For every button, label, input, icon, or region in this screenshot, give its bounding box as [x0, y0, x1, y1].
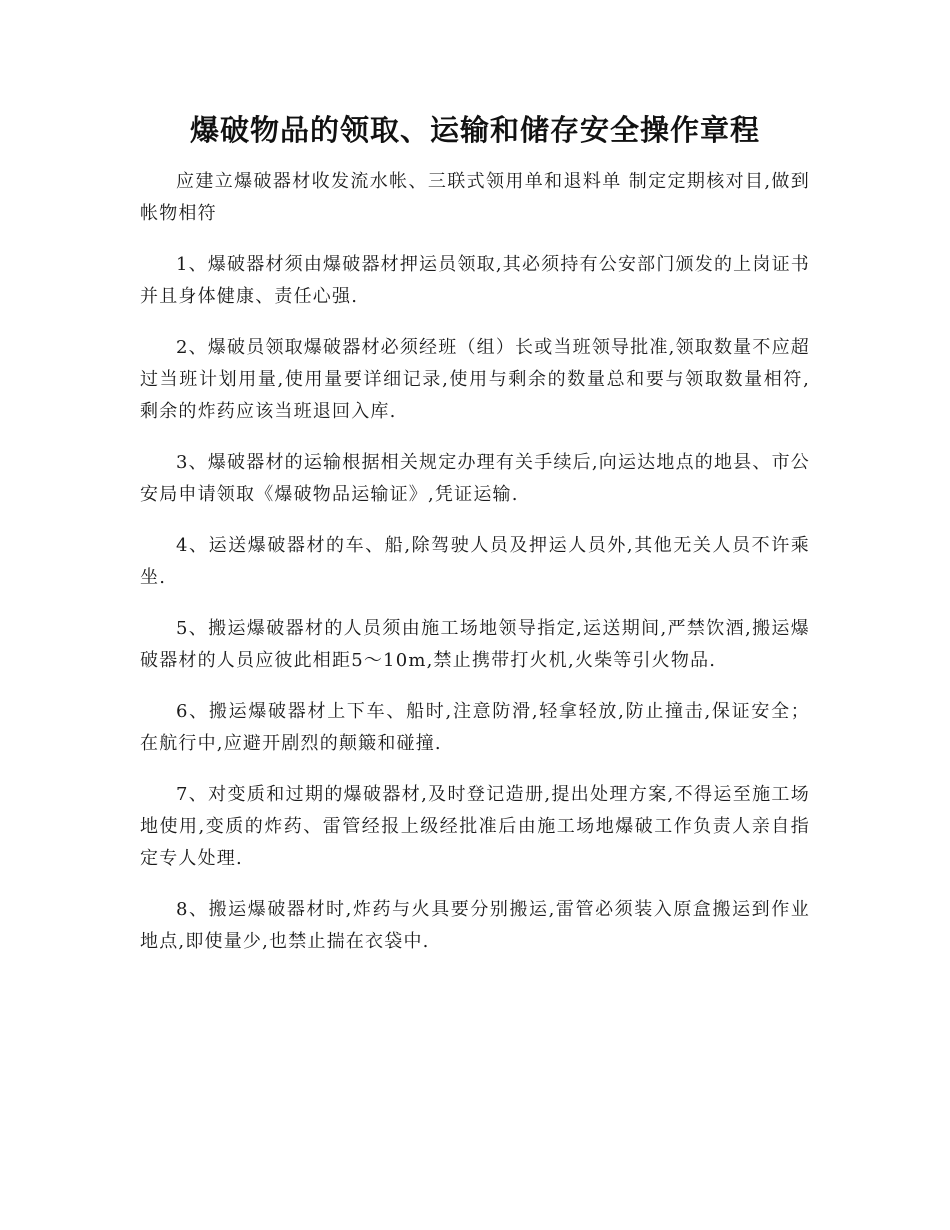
rule-paragraph-5: 5、搬运爆破器材的人员须由施工场地领导指定,运送期间,严禁饮酒,搬运爆破器材的人员应彼此相距5～10m,禁止携带打火机,火柴等引火物品. [140, 618, 810, 671]
rule-paragraph-2: 2、爆破员领取爆破器材必须经班（组）长或当班领导批准,领取数量不应超过当班计划用量,使用量要详细记录,使用与剩余的数量总和要与领取数量相符,剩余的炸药应该当班退回入库. [140, 337, 810, 422]
document-page [140, 108, 810, 977]
rule-paragraph-8: 8、搬运爆破器材时,炸药与火具要分别搬运,雷管必须装入原盒搬运到作业地点,即使量少,也禁止揣在衣袋中. [140, 899, 810, 952]
rule-paragraph-7: 7、对变质和过期的爆破器材,及时登记造册,提出处理方案,不得运至施工场地使用,变质的炸药、雷管经报上级经批准后由施工场地爆破工作负责人亲自指定专人处理. [140, 784, 810, 869]
rule-paragraph-6: 6、搬运爆破器材上下车、船时,注意防滑,轻拿轻放,防止撞击,保证安全；在航行中,应避开剧烈的颠簸和碰撞. [140, 701, 810, 754]
intro-paragraph: 应建立爆破器材收发流水帐、三联式领用单和退料单 制定定期核对目,做到帐物相符 [140, 171, 810, 224]
rule-paragraph-4: 4、运送爆破器材的车、船,除驾驶人员及押运人员外,其他无关人员不许乘坐. [140, 535, 810, 588]
rule-paragraph-3: 3、爆破器材的运输根据相关规定办理有关手续后,向运达地点的地县、市公安局申请领取《爆破物品运输证》,凭证运输. [140, 452, 810, 505]
rule-paragraph-1: 1、爆破器材须由爆破器材押运员领取,其必须持有公安部门颁发的上岗证书并且身体健康、责任心强. [140, 254, 810, 307]
document-title: 爆破物品的领取、运输和储存安全操作章程 [189, 113, 760, 147]
